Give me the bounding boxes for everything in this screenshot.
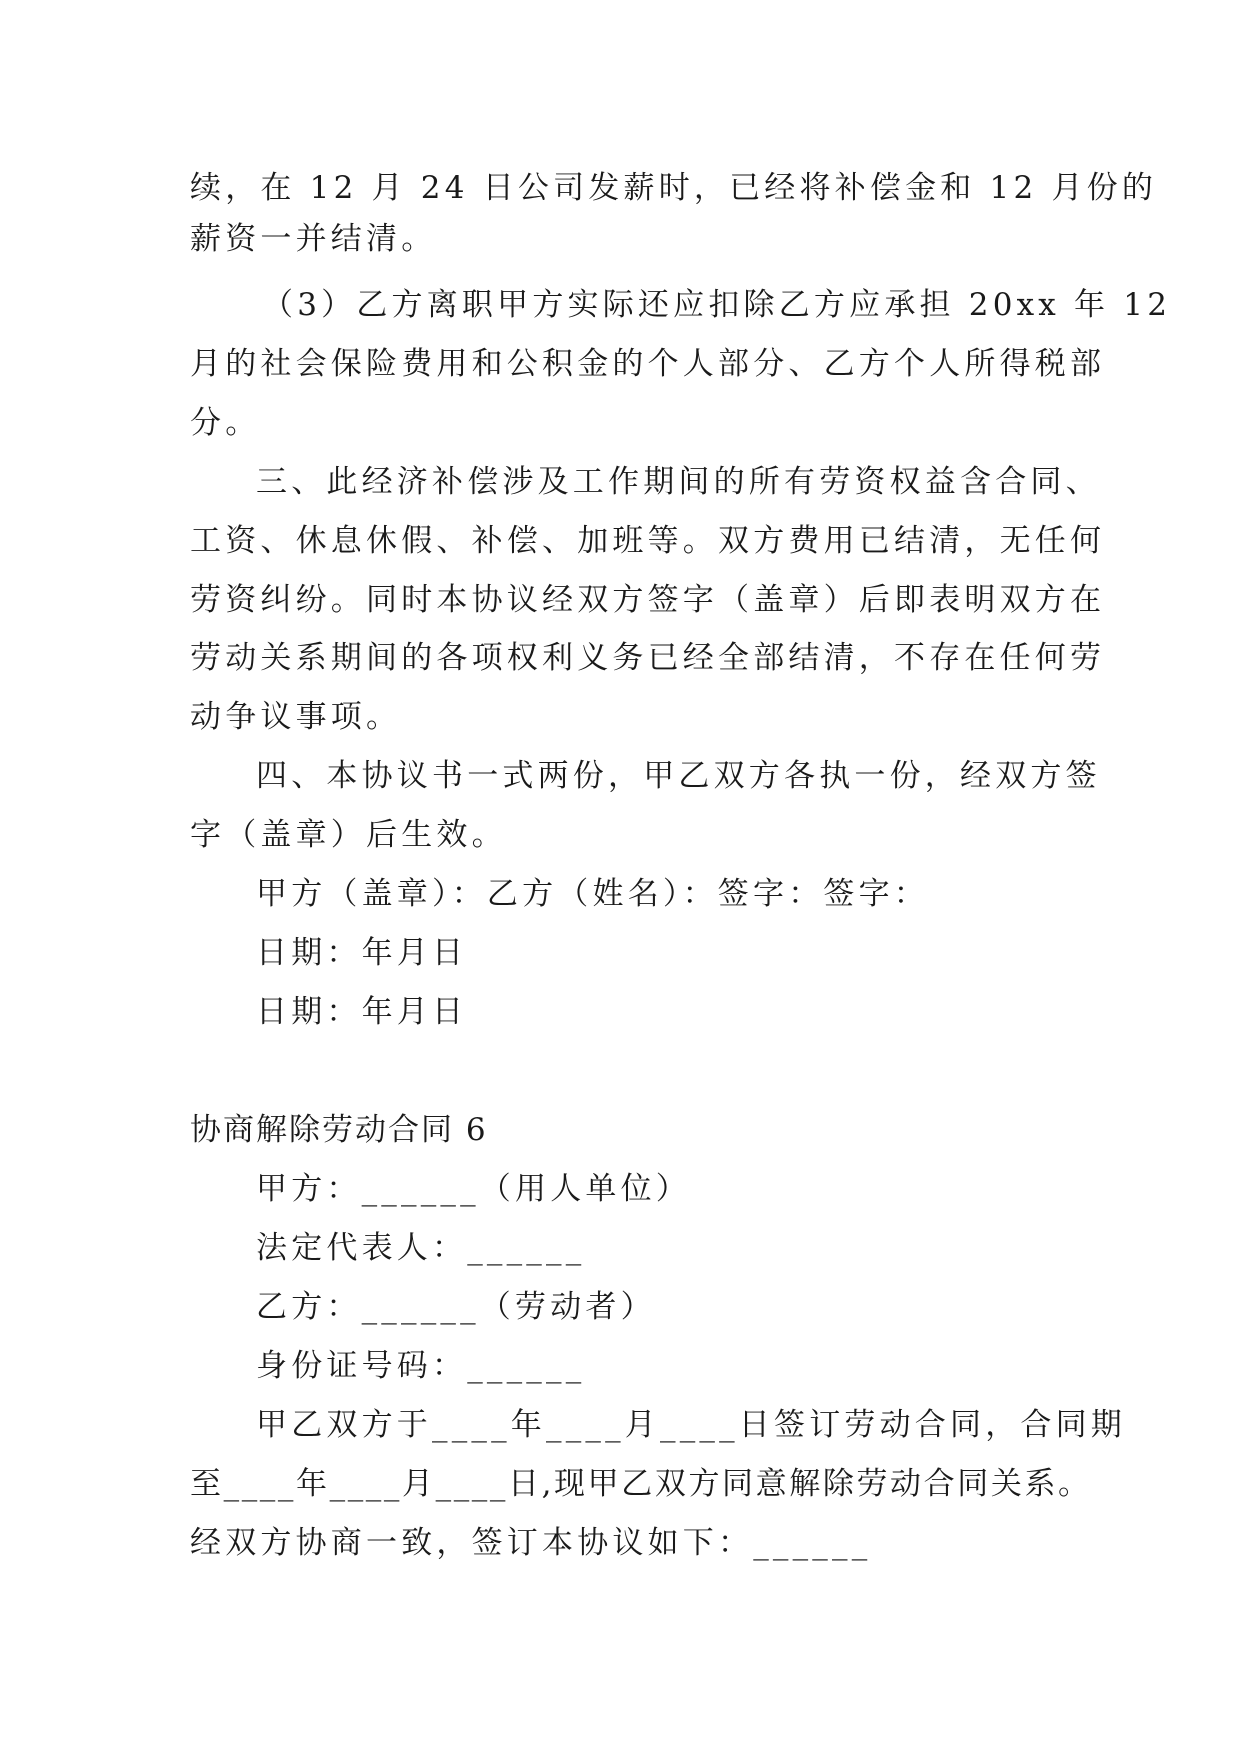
section-title: 协商解除劳动合同 6 xyxy=(190,1112,488,1148)
paragraph-line: 动争议事项。 xyxy=(190,699,402,735)
paragraph-line: 甲乙双方于____年____月____日签订劳动合同，合同期 xyxy=(256,1407,1126,1443)
paragraph-line: 分。 xyxy=(190,405,261,441)
form-field-line: 身份证号码：______ xyxy=(256,1348,586,1384)
paragraph-line: 月的社会保险费用和公积金的个人部分、乙方个人所得税部 xyxy=(190,346,1106,382)
paragraph-line: 薪资一并结清。 xyxy=(190,221,437,257)
paragraph-line: 经双方协商一致，签订本协议如下：______ xyxy=(190,1525,872,1561)
form-field-line: 法定代表人：______ xyxy=(256,1230,586,1266)
paragraph-line: 字（盖章）后生效。 xyxy=(190,817,507,853)
paragraph-line: （3）乙方离职甲方实际还应扣除乙方应承担 20xx 年 12 xyxy=(262,287,1172,323)
date-line: 日期：年月日 xyxy=(256,935,468,971)
paragraph-line: 工资、休息休假、补偿、加班等。双方费用已结清，无任何 xyxy=(190,523,1106,559)
paragraph-line: 续，在 12 月 24 日公司发薪时，已经将补偿金和 12 月份的 xyxy=(190,170,1158,206)
paragraph-line: 三、此经济补偿涉及工作期间的所有劳资权益含合同、 xyxy=(256,464,1101,500)
date-line: 日期：年月日 xyxy=(256,994,468,1030)
paragraph-line: 劳动关系期间的各项权利义务已经全部结清，不存在任何劳 xyxy=(190,640,1106,676)
paragraph-line: 劳资纠纷。同时本协议经双方签字（盖章）后即表明双方在 xyxy=(190,582,1106,618)
signature-line: 甲方（盖章）：乙方（姓名）：签字：签字： xyxy=(256,876,929,912)
form-field-line: 甲方：______（用人单位） xyxy=(256,1171,691,1207)
paragraph-line: 至____年____月____日,现甲乙双方同意解除劳动合同关系。 xyxy=(190,1466,1092,1502)
form-field-line: 乙方：______（劳动者） xyxy=(256,1289,656,1325)
paragraph-line: 四、本协议书一式两份，甲乙双方各执一份，经双方签 xyxy=(256,758,1101,794)
